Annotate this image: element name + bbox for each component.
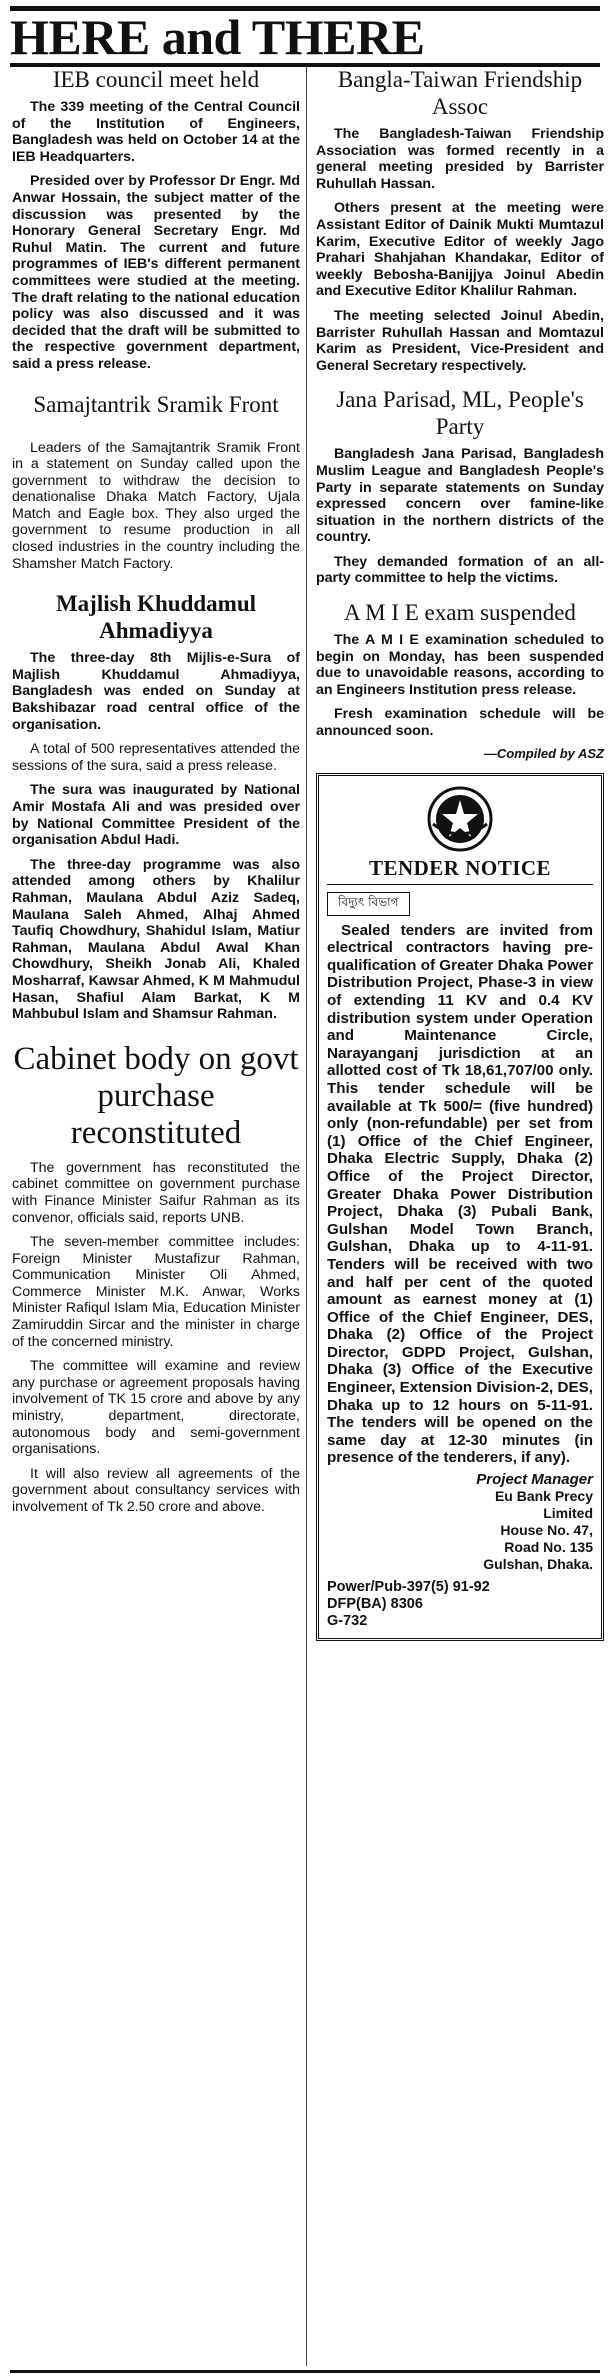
signatory-title: Project Manager [476,1471,593,1489]
headline: Majlish Khuddamul Ahmadiyya [55,591,257,644]
article-bangla-taiwan [316,66,604,374]
paragraph: Bangladesh Jana Parisad, Bangladesh Muslim League and Bangladesh People's Party in separate statements on Sunday expressed concern over famine-like situation in the northern districts of the country. [316,446,604,546]
paragraph: The government has reconstituted the cabinet committee on government purchase with Finance Minister Saifur Rahman as its convenor, officials said, reports UNB. [12,1159,300,1226]
compiled-by-credit: —Compiled by ASZ [483,745,604,761]
headline: Jana Parisad, ML, People's Party [336,387,584,440]
left-column [12,66,300,1528]
article-ieb-council [12,66,300,373]
paragraph: The seven-member committee includes: Foreign Minister Mustafizur Rahman, Communication Minister Oli Ahmed, Commerce Minister M.K. Anwar, Works Minister Rafiqul Islam Mia, Education Minister Zamiruddin Sircar and the minister in charge of the concerned ministry. [12,1234,300,1350]
reference-line: G-732 [327,1613,368,1630]
tender-body: Sealed tenders are invited from electrical contractors having pre-qualification of Greater Dhaka Power Distribution Project, Phase-3 in view of extending 11 KV and 0.4 KV distribution system under Operation and Maintenance Circle, Narayanganj jurisdiction at an allotted cost of Tk 18,61,707/00 only. This tender schedule will be available at Tk 500/= (five hundred) only (non-refundable) per set from (1) Office of the Chief Engineer, Dhaka Electric Supply, Dhaka (2) Office of the Project Director, Greater Dhaka Power Distribution Project, Dhaka (3) Pubali Bank, Gulshan Model Town Branch, Gulshan, Dhaka up to 4-11-91. Tenders will be received with two and half per cent of the quoted amount as earnest money at (1) Office of the Chief Engineer, DES, Dhaka (2) Office of the Project Director, GDPD Project, Gulshan, Dhaka (3) Office of the Executive Engineer, Extension Division-2, DES, Dhaka up to 12 hours on 5-11-91. The tenders will be opened on the same day at 12-30 minutes (in presence of the tenderers, if any). [327,921,593,1467]
paragraph: It will also review all agreements of the government about consultancy services with involvement of Tk 2.50 crore and above. [12,1465,300,1515]
paragraph: They demanded formation of an all-party committee to help the victims. [316,553,604,587]
paragraph: The three-day programme was also attended among others by Khalilur Rahman, Maulana Abdul Aziz Sadeq, Maulana Saleh Ahmed, Alhaj Ahmed Taufiq Chowdhury, Shahidul Islam, Matiur Rahman, Maulana Abdul Awal Khan Chowdhury, Sheikh Jonab Ali, Khaled Mosharraf, Kawsar Ahmed, K M Mahmudul Hasan, Shafiul Alam Barkat, K M Mahbubul Islam and Shamsur Rahman. [12,856,300,1023]
article-cabinet [12,1041,300,1516]
paragraph: The Bangladesh-Taiwan Friendship Association was formed recently in a general meeting presided by Barrister Ruhullah Hassan. [316,126,604,192]
article-samajtantrik [12,391,300,573]
article-jana-parisad [316,386,604,587]
paragraph: The 339 meeting of the Central Council of the Institution of Engineers, Bangladesh was held on October 14 at the IEB Headquarters. [12,99,300,165]
headline: Bangla-Taiwan Friendship Assoc [337,67,583,119]
tender-notice-ad [316,773,604,1641]
paragraph: Others present at the meeting were Assistant Editor of Dainik Mukti Mumtazul Karim, Executive Editor of weekly Jago Prahari Shahjahan Khandakar, Editor of weekly Bebosha-Banijjya Joinul Abedin and Executive Editor Khalilur Rahman. [316,200,604,300]
column-divider [306,66,307,2366]
headline: Samajtantrik Sramik Front [33,391,279,417]
government-emblem-icon [425,784,495,854]
paragraph: Leaders of the Samajtantrik Sramik Front in a statement on Sunday called upon the government to withdraw the decision to denationalise Dhaka Match Factory, Ujala Match and Eagle box. They also urged the government to resume production in all closed industries in the country including the Shamsher Match Factory. [12,439,300,572]
paragraph: The committee will examine and review any purchase or agreement proposals having involvement of TK 15 crore and above by any ministry, department, directorate, autonomous body and semi-government organisations. [12,1358,300,1458]
paragraph: Fresh examination schedule will be announced soon. [316,706,604,740]
bangla-department-label: বিদ্যুৎ বিভাগ [327,892,410,916]
page-title: HERE and THERE [10,9,425,65]
signatory-line: Eu Bank Precy [494,1488,593,1505]
paragraph: Presided over by Professor Dr Engr. Md Anwar Hossain, the subject matter of the discussion was presented by the Honorary General Secretary Engr. Md Ruhul Matin. The current and future programmes of IEB's different permanent committees were studied at the meeting. The draft relating to the national education policy was also discussed and it was decided that the draft will be submitted to the respective government department, said a press release. [12,173,300,372]
paragraph: The three-day 8th Mijlis-e-Sura of Majlish Khuddamul Ahmadiyya, Bangladesh was ended on Sunday at Bakshibazar road central office of the organisation. [12,650,300,733]
paragraph: The sura was inaugurated by National Amir Mostafa Ali and was presided over by National Committee President of the organisation Abdul Hadi. [12,782,300,849]
tender-notice-title: TENDER NOTICE [327,856,593,885]
article-amie-exam [316,599,604,761]
headline: IEB council meet held [52,67,260,92]
masthead [10,6,600,67]
signatory-line: Gulshan, Dhaka. [483,1556,593,1573]
paragraph: The meeting selected Joinul Abedin, Barrister Ruhullah Hassan and Momtazul Karim as President, Vice-President and General Secretary respectively. [316,307,604,374]
headline: Cabinet body on govt purchase reconstituted [13,1040,299,1151]
signatory-block [327,1471,593,1573]
headline: A M I E exam suspended [344,600,576,626]
signatory-line: House No. 47, [500,1522,593,1539]
bottom-rule [10,2370,600,2373]
paragraph: A total of 500 representatives attended the sessions of the sura, said a press release. [12,741,300,774]
right-column [316,66,604,1641]
signatory-line: Limited [543,1505,593,1522]
reference-line: Power/Pub-397(5) 91-92 [327,1579,490,1596]
reference-line: DFP(BA) 8306 [327,1596,423,1613]
article-majlish [12,590,300,1022]
signatory-line: Road No. 135 [504,1539,593,1556]
paragraph: The A M I E examination scheduled to begin on Monday, has been suspended due to unavoidable reasons, according to an Engineers Institution press release. [316,632,604,698]
reference-codes [327,1579,593,1630]
